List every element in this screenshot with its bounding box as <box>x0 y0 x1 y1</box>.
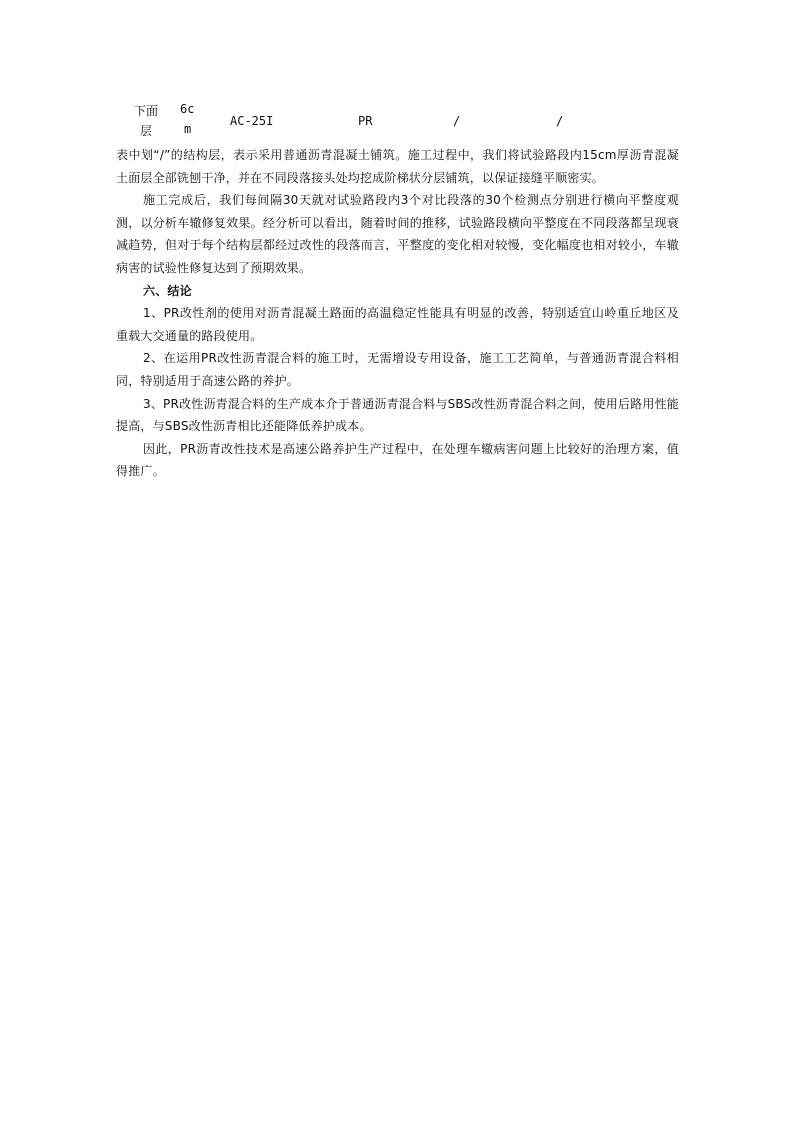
paragraph-table-note: 表中划“/”的结构层，表示采用普通沥青混凝土铺筑。施工过程中，我们将试验路段内15cm厚沥青混凝土面层全部铣刨干净，并在不同段落接头处均挖成阶梯状分层铺筑，以保证接缝平顺密实。 <box>116 148 679 185</box>
layer-thickness-line1: 6c <box>180 102 195 116</box>
layer-name-line2: 层 <box>140 124 153 138</box>
section-heading-conclusion: 六、结论 <box>143 283 192 298</box>
slash-cell-1: / <box>453 114 461 128</box>
pr-cell: PR <box>358 114 373 128</box>
layer-name-line1: 下面 <box>134 104 159 118</box>
table-row-lower-layer <box>116 98 676 140</box>
conclusion-item-2: 2、在运用PR改性沥青混合料的施工时，无需增设专用设备，施工工艺简单，与普通沥青混合料相同，特别适用于高速公路的养护。 <box>116 351 679 388</box>
layer-thickness-line2: m <box>184 122 192 136</box>
conclusion-item-1: 1、PR改性剂的使用对沥青混凝土路面的高温稳定性能具有明显的改善，特别适宜山岭重丘地区及重载大交通量的路段使用。 <box>116 306 679 343</box>
slash-cell-2: / <box>556 114 564 128</box>
document-body <box>116 144 679 483</box>
conclusion-item-3: 3、PR改性沥青混合料的生产成本介于普通沥青混合料与SBS改性沥青混合料之间，使用后路用性能提高，与SBS改性沥青相比还能降低养护成本。 <box>116 396 679 434</box>
conclusion-summary: 因此，PR沥青改性技术是高速公路养护生产过程中，在处理车辙病害问题上比较好的治理方案，值得推广。 <box>116 441 679 479</box>
paragraph-observation: 施工完成后，我们每间隔30天就对试验路段内3个对比段落的30个检测点分别进行横向平整度观测，以分析车辙修复效果。经分析可以看出，随着时间的推移，试验路段横向平整度在不同段落都呈现衰减趋势，但对于每个结构层都经过改性的段落而言，平整度的变化相对较慢，变化幅度也相对较小，车辙病害的试验性修复达到了预期效果。 <box>116 193 679 275</box>
mix-type-cell: AC-25I <box>230 114 274 128</box>
